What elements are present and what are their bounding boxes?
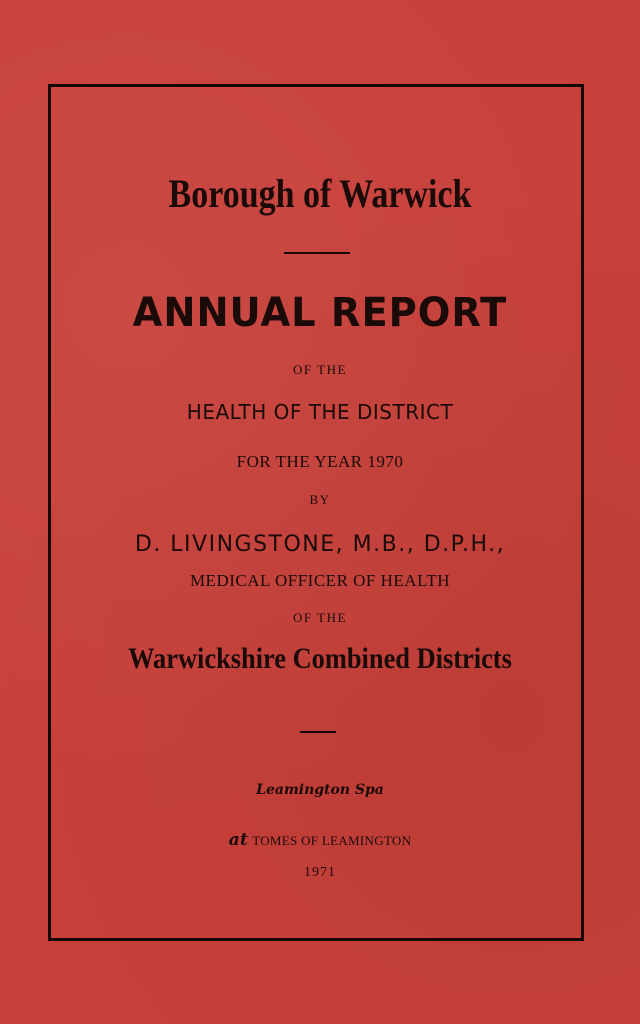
district-name: Warwickshire Combined Districts: [128, 642, 512, 675]
of-the-label-1: OF THE: [293, 362, 347, 377]
report-subject: HEALTH OF THE DISTRICT: [186, 400, 454, 424]
report-year-line: FOR THE YEAR 1970: [236, 452, 404, 471]
printer-line: [0, 830, 640, 850]
cover-title: Borough of Warwick: [168, 171, 472, 216]
printer-name: TOMES OF LEAMINGTON: [252, 833, 412, 848]
printer-at-label: at: [228, 830, 249, 850]
publication-place: Leamington Spa: [256, 782, 384, 798]
title-divider-rule: [284, 252, 350, 254]
district-divider-rule: [300, 731, 336, 733]
author-position: MEDICAL OFFICER OF HEALTH: [189, 571, 451, 590]
publication-year: 1971: [304, 865, 336, 880]
of-the-label-2: OF THE: [293, 610, 347, 625]
by-label: BY: [309, 492, 331, 507]
report-heading: ANNUAL REPORT: [132, 290, 508, 336]
author-name: D. LIVINGSTONE, M.B., D.P.H.,: [134, 532, 506, 557]
